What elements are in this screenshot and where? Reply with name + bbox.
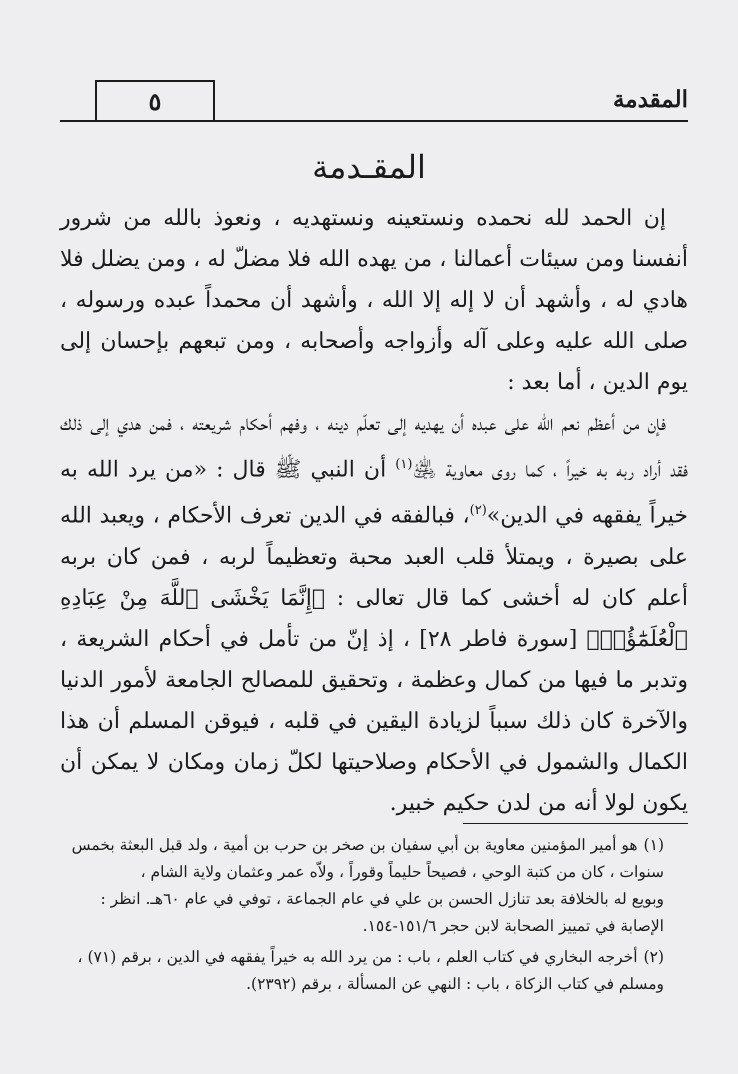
footnote-1-line-4: الإصابة في تمييز الصحابة لابن حجر ١٥١/٦-١٥٤. — [362, 917, 664, 935]
footnote-2-text-1: أخرجه البخاري في كتاب العلم ، باب : من يرد الله به خيراً يفقهه في الدين ، برقم (٧١) ، — [77, 948, 638, 966]
paragraph-2-part-a: فإن من أعظم نعم الله على عبده أن يهديه إلى تعلّم دينه ، وفهم أحكام شريعته ، فمن هدي إلى ذلك فقد أراد ربه به خيراً ، كما روى معاوية ﵁ — [60, 411, 688, 483]
footnote-1-line-3: وبويع له بالخلافة بعد تنازل الحسن بن علي في عام الجماعة ، توفي في عام ٦٠هـ. انظر : — [100, 890, 664, 908]
footnote-1-line-1 — [60, 832, 688, 859]
body-text — [60, 198, 688, 824]
footnote-ref-1[interactable]: (١) — [395, 457, 413, 472]
footnote-divider — [463, 823, 688, 824]
section-title: المقـدمة — [312, 148, 426, 186]
footnote-2-line-2: ومسلم في كتاب الزكاة ، باب : النهي عن المسألة ، برقم (٢٣٩٢). — [246, 975, 664, 993]
footnote-2-number: (٢) — [643, 948, 664, 966]
paragraph-2-part-b: أن النبي ﷺ قال : «من يرد الله به خيراً يفقهه في الدين» — [60, 457, 688, 529]
running-head: المقدمة — [612, 86, 688, 113]
paragraph-2 — [60, 403, 688, 824]
footnote-ref-2[interactable]: (٢) — [469, 503, 487, 519]
footnote-1-number: (١) — [643, 836, 664, 854]
page-header — [60, 80, 688, 122]
page-number: ٥ — [95, 80, 215, 120]
footnote-1-text-1: هو أمير المؤمنين معاوية بن أبي سفيان بن صخر بن حرب بن أمية ، ولد قبل البعثة بخمس — [71, 836, 638, 854]
footnote-1-line-2: سنوات ، كان من كتبة الوحي ، فصيحاً حليماً وقوراً ، ولاّه عمر وعثمان ولاية الشام ، — [140, 863, 664, 881]
paragraph-1: إن الحمد لله نحمده ونستعينه ونستهديه ، ونعوذ بالله من شرور أنفسنا ومن سيئات أعمالنا ، من يهده الله فلا مضلّ له ، ومن يضلل فلا هادي له ، وأشهد أن لا إله إلا الله ، وأشهد أن محمداً عبده ورسوله ، صلى الله عليه وعلى آله وأزواجه وأصحابه ، ومن تبعهم بإحسان إلى يوم الدين ، أما بعد : — [60, 206, 688, 395]
footnote-2 — [60, 944, 688, 998]
footnotes — [60, 832, 688, 1002]
paragraph-2-part-c: ، فبالفقه في الدين تعرف الأحكام ، ويعبد الله على بصيرة ، ويمتلأ قلب العبد محبة وتعظيماً لربه ، فمن كان بربه أعلم كان له أخشى كما قال تعالى : ﴿إِنَّمَا يَخْشَى ٱللَّهَ مِنْ عِبَادِهِ ٱلْعُلَمَٰٓؤُا۟﴾ [سورة فاطر ٢٨] ، إذ إنّ من تأمل في أحكام الشريعة ، وتدبر ما فيها من كمال وعظمة ، وتحقيق للمصالح الجامعة لأمور الدنيا والآخرة كان ذلك سبباً لزيادة اليقين في قلبه ، فيوقن المسلم أن هذا الكمال والشمول في الأحكام وصلاحيتها لكلّ زمان ومكان لا يمكن أن يكون لولا أنه من لدن حكيم خبير. — [60, 503, 688, 816]
footnote-2-line-1 — [60, 944, 688, 971]
footnote-1 — [60, 832, 688, 940]
